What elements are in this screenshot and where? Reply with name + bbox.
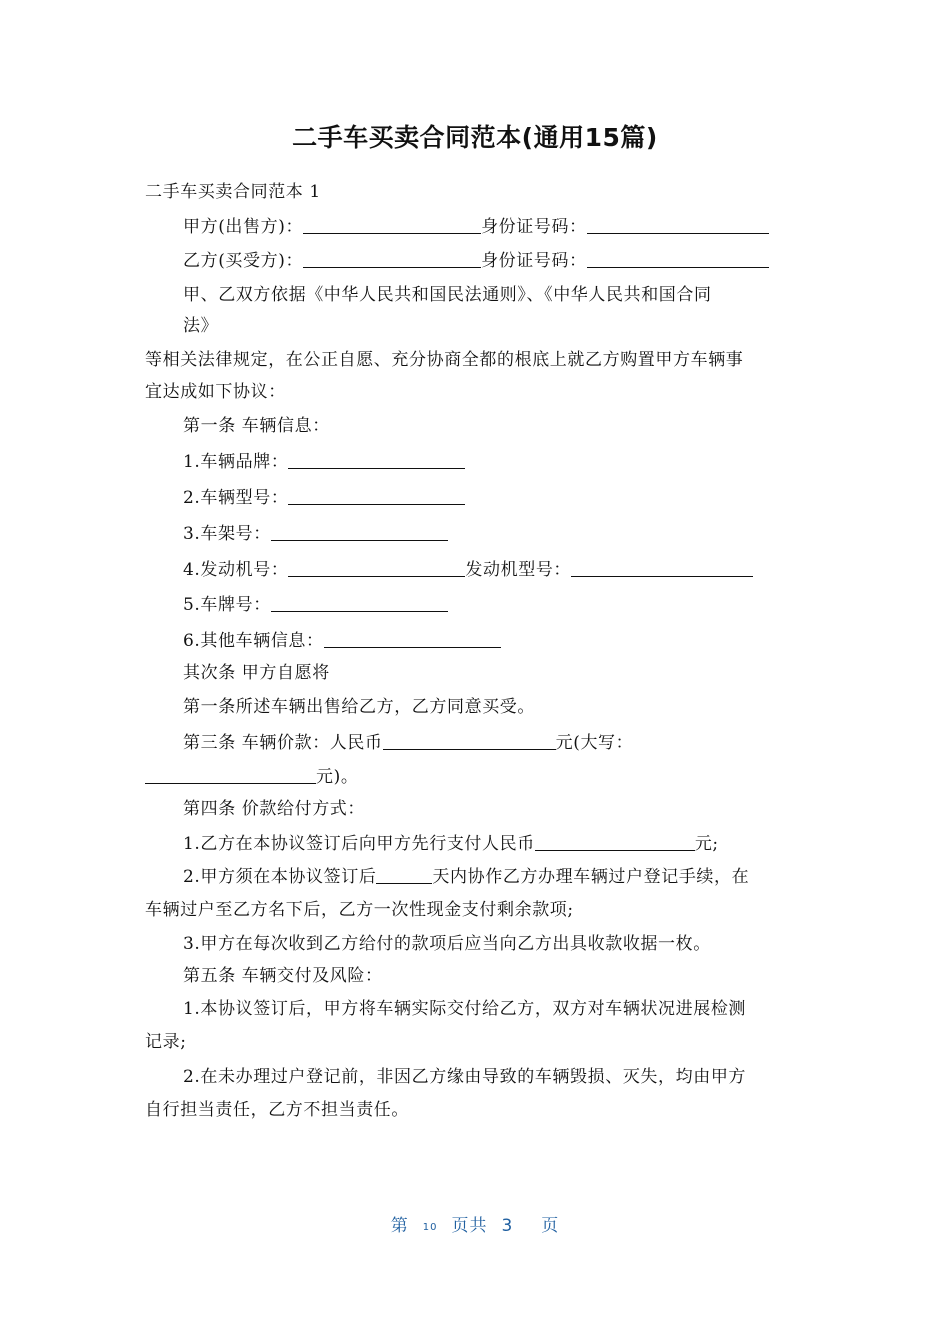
article-2-text: 第一条所述车辆出售给乙方，乙方同意买受。 xyxy=(183,697,535,717)
article-4-title: 第四条 价款给付方式： xyxy=(183,799,366,819)
article-5-item-2-line-1: 2.在未办理过户登记前，非因乙方缘由导致的车辆毁损、灭失，均由甲方 xyxy=(183,1067,747,1087)
engine-model-blank xyxy=(571,558,753,577)
transfer-days-blank xyxy=(376,865,432,884)
price-capital-end: 元)。 xyxy=(316,767,359,787)
footer-middle: 页共 xyxy=(451,1216,488,1236)
page-footer xyxy=(0,1211,950,1236)
party-b-name-blank xyxy=(303,249,481,268)
intro-line-4: 宜达成如下协议： xyxy=(145,382,286,402)
party-b-id-blank xyxy=(587,249,769,268)
article-1-item-6 xyxy=(183,629,501,652)
other-info-label: 6.其他车辆信息： xyxy=(183,631,324,651)
footer-total-pages: 3 xyxy=(501,1216,514,1236)
article-4-item-1 xyxy=(183,832,719,855)
article-1-item-3 xyxy=(183,522,448,545)
intro-line-2: 法》 xyxy=(183,316,219,336)
advance-payment-blank xyxy=(535,832,695,851)
engine-model-label: 发动机型号： xyxy=(465,560,572,580)
article-1-item-4 xyxy=(183,558,753,581)
party-b-id-label: 身份证号码： xyxy=(481,251,587,271)
article-5-title: 第五条 车辆交付及风险： xyxy=(183,966,383,986)
article-1-title: 第一条 车辆信息： xyxy=(183,416,330,436)
footer-suffix: 页 xyxy=(541,1216,560,1236)
article-4-item-3: 3.甲方在每次收到乙方给付的款项后应当向乙方出具收款收据一枚。 xyxy=(183,934,711,954)
vehicle-brand-blank xyxy=(288,450,465,469)
party-b-line xyxy=(183,249,769,272)
article-1-item-2 xyxy=(183,486,465,509)
advance-payment-unit: 元; xyxy=(694,834,719,854)
price-capital-label: 元(大写： xyxy=(555,733,634,753)
price-capital-blank xyxy=(145,765,316,784)
party-a-label: 甲方(出售方)： xyxy=(183,217,304,237)
article-1-item-1 xyxy=(183,450,465,473)
party-a-id-blank xyxy=(587,215,769,234)
price-blank xyxy=(383,731,556,750)
intro-line-1: 甲、乙双方依据《中华人民共和国民法通则》、《中华人民共和国合同 xyxy=(183,285,712,305)
article-5-item-1-line-1: 1.本协议签订后，甲方将车辆实际交付给乙方，双方对车辆状况进展检测 xyxy=(183,999,747,1019)
subtitle: 二手车买卖合同范本 1 xyxy=(145,182,321,202)
article-5-item-1-line-2: 记录; xyxy=(145,1032,187,1052)
article-1-item-5 xyxy=(183,593,448,616)
price-label: 第三条 车辆价款：人民币 xyxy=(183,733,383,753)
footer-prefix: 第 xyxy=(390,1216,409,1236)
frame-number-label: 3.车架号： xyxy=(183,524,271,544)
engine-number-label: 4.发动机号： xyxy=(183,560,289,580)
transfer-days-label: 2.甲方须在本协议签订后 xyxy=(183,867,377,887)
transfer-days-text: 天内协作乙方办理车辆过户登记手续，在 xyxy=(432,867,750,887)
plate-number-label: 5.车牌号： xyxy=(183,595,271,615)
vehicle-brand-label: 1.车辆品牌： xyxy=(183,452,289,472)
article-3-line-1 xyxy=(183,731,633,754)
party-a-id-label: 身份证号码： xyxy=(481,217,587,237)
frame-number-blank xyxy=(271,522,448,541)
footer-current-page: 10 xyxy=(422,1222,438,1233)
document-title: 二手车买卖合同范本(通用15篇) xyxy=(292,123,658,152)
vehicle-model-blank xyxy=(288,486,465,505)
plate-number-blank xyxy=(271,593,448,612)
intro-line-3: 等相关法律规定，在公正自愿、充分协商全都的根底上就乙方购置甲方车辆事 xyxy=(145,350,744,370)
vehicle-model-label: 2.车辆型号： xyxy=(183,488,289,508)
article-4-item-2-line-1 xyxy=(183,865,749,888)
party-a-name-blank xyxy=(303,215,481,234)
advance-payment-label: 1.乙方在本协议签订后向甲方先行支付人民币 xyxy=(183,834,535,854)
party-a-line xyxy=(183,215,769,238)
article-2-title: 其次条 甲方自愿将 xyxy=(183,663,330,683)
article-3-line-2 xyxy=(145,765,358,788)
article-5-item-2-line-2: 自行担当责任，乙方不担当责任。 xyxy=(145,1100,409,1120)
article-4-item-2-line-2: 车辆过户至乙方名下后，乙方一次性现金支付剩余款项; xyxy=(145,900,574,920)
other-info-blank xyxy=(324,629,501,648)
party-b-label: 乙方(买受方)： xyxy=(183,251,304,271)
engine-number-blank xyxy=(288,558,465,577)
